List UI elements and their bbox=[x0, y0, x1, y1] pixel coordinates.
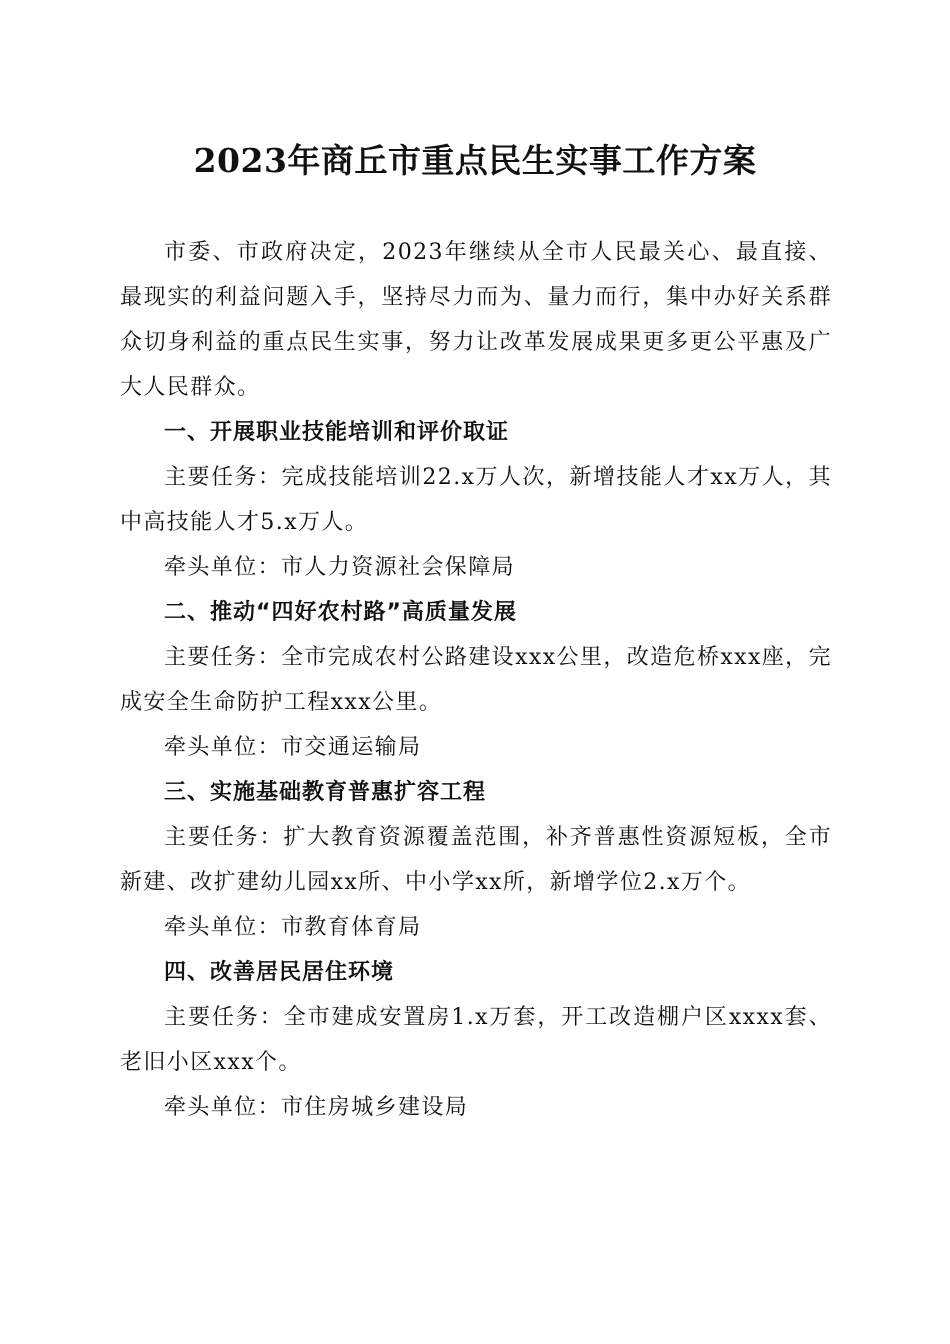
section-lead-4: 牵头单位：市住房城乡建设局 bbox=[164, 1095, 469, 1120]
section-heading-2: 二、推动“四好农村路”高质量发展 bbox=[164, 600, 517, 625]
section-task-1: 主要任务：完成技能培训22.x万人次，新增技能人才xx万人，其中高技能人才5.x万人。 bbox=[120, 465, 832, 535]
section-heading-4: 四、改善居民居住环境 bbox=[164, 960, 395, 985]
document-body bbox=[120, 230, 832, 1130]
section-lead-3: 牵头单位：市教育体育局 bbox=[164, 915, 422, 940]
intro-paragraph: 市委、市政府决定，2023年继续从全市人民最关心、最直接、最现实的利益问题入手，坚持尽力而为、量力而行，集中办好关系群众切身利益的重点民生实事，努力让改革发展成果更多更公平惠及广大人民群众。 bbox=[120, 240, 832, 400]
section-heading-1: 一、开展职业技能培训和评价取证 bbox=[164, 420, 510, 445]
document-title: 2023年商丘市重点民生实事工作方案 bbox=[193, 141, 757, 180]
section-task-2: 主要任务：全市完成农村公路建设xxx公里，改造危桥xxx座，完成安全生命防护工程xxx公里。 bbox=[120, 645, 832, 715]
section-task-4: 主要任务：全市建成安置房1.x万套，开工改造棚户区xxxx套、老旧小区xxx个。 bbox=[120, 1005, 832, 1075]
section-lead-1: 牵头单位：市人力资源社会保障局 bbox=[164, 555, 516, 580]
section-lead-2: 牵头单位：市交通运输局 bbox=[164, 735, 422, 760]
section-heading-3: 三、实施基础教育普惠扩容工程 bbox=[164, 780, 487, 805]
section-task-3: 主要任务：扩大教育资源覆盖范围，补齐普惠性资源短板，全市新建、改扩建幼儿园xx所、中小学xx所，新增学位2.x万个。 bbox=[120, 825, 832, 895]
